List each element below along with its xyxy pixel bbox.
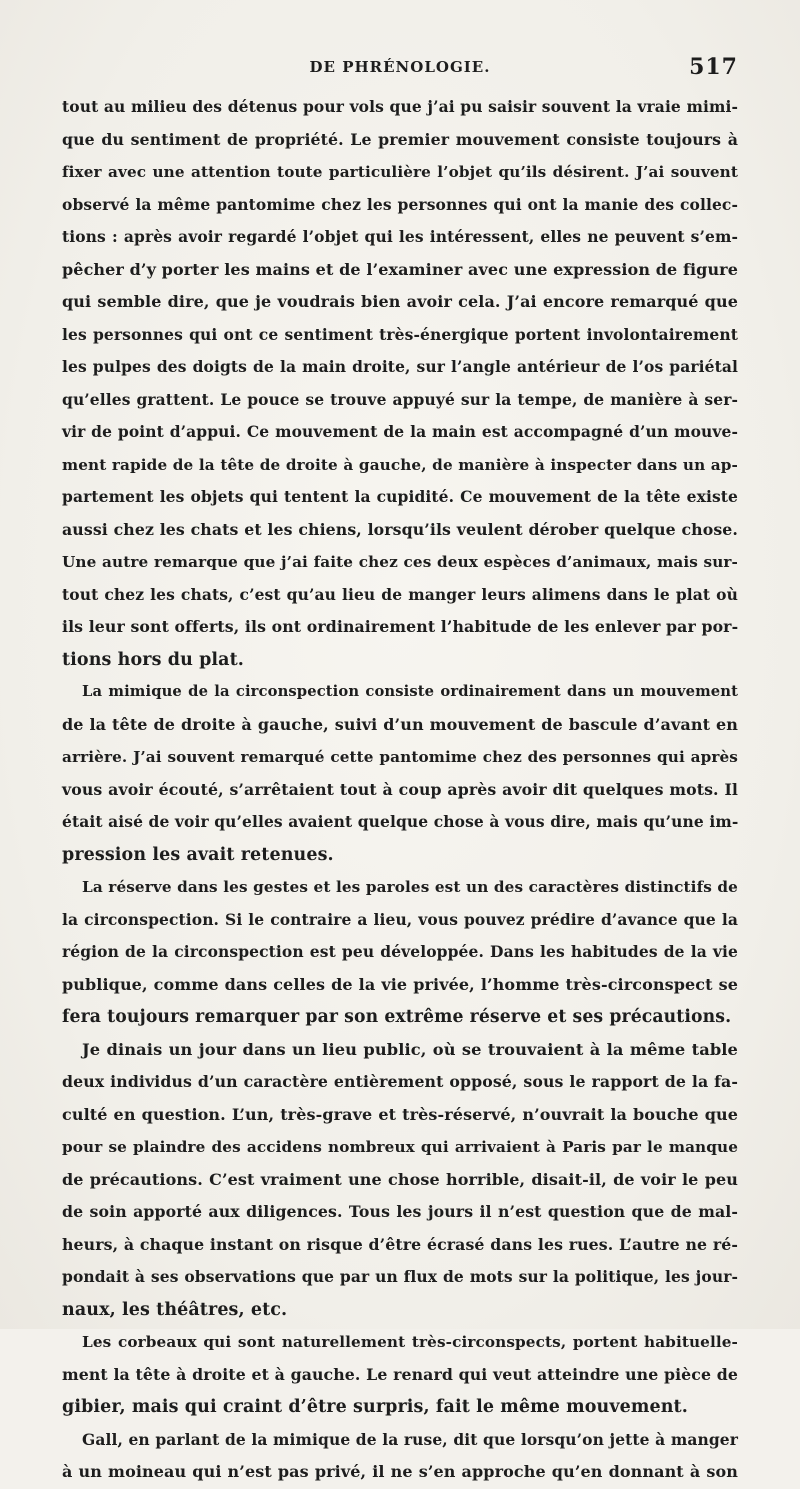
text-line: deux individus d’un caractère entièrement opposé, sous le rapport de la fa- [62,1072,738,1091]
text-line: de la tête de droite à gauche, suivi d’un mouvement de bascule d’avant en [62,714,738,734]
text-line: aussi chez les chats et les chiens, lorsqu’ils veulent dérober quelque chose. [62,519,738,539]
text-line: La réserve dans les gestes et les paroles est un des caractères distinctifs de [82,878,738,896]
page-header [60,54,740,84]
text-line: Les corbeaux qui sont naturellement très-circonspects, portent habituelle- [82,1333,738,1351]
text-line: Une autre remarque que j’ai faite chez ces deux espèces d’animaux, mais sur- [62,553,738,571]
text-line: tout au milieu des détenus pour vols que j’ai pu saisir souvent la vraie mimi- [62,97,738,116]
text-line: naux, les théâtres, etc. [62,1299,288,1320]
text-line: pondait à ses observations que par un flux de mots sur la politique, les jour- [62,1267,738,1286]
body-text [62,91,738,1489]
text-line: de soin apporté aux diligences. Tous les jours il n’est question que de mal- [62,1202,738,1221]
text-line: était aisé de voir qu’elles avaient quelque chose à vous dire, mais qu’une im- [62,812,739,831]
text-line: tions hors du plat. [62,649,244,670]
text-line: observé la même pantomime chez les personnes qui ont la manie des collec- [62,194,738,214]
text-line: les pulpes des doigts de la main droite, sur l’angle antérieur de l’os pariétal [62,357,738,376]
text-line: de précautions. C’est vraiment une chose horrible, disait-il, de voir le peu [62,1169,738,1189]
text-line: que du sentiment de propriété. Le premier mouvement consiste toujours à [62,129,738,149]
text-line: fixer avec une attention toute particulière l’objet qu’ils désirent. J’ai souvent [62,163,738,181]
text-line: ment rapide de la tête de droite à gauche, de manière à inspecter dans un ap- [62,455,738,474]
text-line: ment la tête à droite et à gauche. Le renard qui veut atteindre une pièce de [62,1364,738,1384]
text-line: Gall, en parlant de la mimique de la ruse, dit que lorsqu’on jette à manger [82,1429,738,1449]
text-line: tout chez les chats, c’est qu’au lieu de manger leurs alimens dans le plat où [62,584,738,604]
text-line: La mimique de la circonspection consiste ordinairement dans un mouvement [82,683,738,700]
text-line: tions : après avoir regardé l’objet qui les intéressent, elles ne peuvent s’em- [62,227,738,246]
text-line: heurs, à chaque instant on risque d’être écrasé dans les rues. L’autre ne ré- [62,1234,738,1254]
text-line: pêcher d’y porter les mains et de l’examiner avec une expression de figure [62,259,738,279]
text-line: vous avoir écouté, s’arrêtaient tout à coup après avoir dit quelques mots. Il [62,779,738,799]
text-line: fera toujours remarquer par son extrême réserve et ses précautions. [62,1007,732,1027]
running-head: DE PHRÉNOLOGIE. [309,58,491,76]
text-line: à un moineau qui n’est pas privé, il ne s’en approche qu’en donnant à son [62,1462,738,1481]
text-line: pour se plaindre des accidens nombreux qui arrivaient à Paris par le manque [62,1138,738,1156]
text-line: partement les objets qui tentent la cupidité. Ce mouvement de la tête existe [62,487,738,506]
text-line: pression les avait retenues. [62,844,334,865]
text-line: gibier, mais qui craint d’être surpris, fait le même mouvement. [62,1397,688,1417]
text-line: qui semble dire, que je voudrais bien avoir cela. J’ai encore remarqué que [62,292,738,311]
text-line: ils leur sont offerts, ils ont ordinairement l’habitude de les enlever par por- [62,617,739,636]
text-line: arrière. J’ai souvent remarqué cette pantomime chez des personnes qui après [62,748,738,766]
text-line: vir de point d’appui. Ce mouvement de la main est accompagné d’un mouve- [62,422,738,441]
page-number: 517 [689,54,738,80]
text-line: culté en question. L’un, très-grave et très-réservé, n’ouvrait la bouche que [62,1104,738,1124]
text-line: les personnes qui ont ce sentiment très-énergique portent involontairement [62,324,738,344]
text-line: Je dinais un jour dans un lieu public, où se trouvaient à la même table [82,1039,738,1059]
text-line: publique, comme dans celles de la vie privée, l’homme très-circonspect se [62,974,738,994]
text-line: région de la circonspection est peu développée. Dans les habitudes de la vie [62,942,738,961]
text-line: la circonspection. Si le contraire a lieu, vous pouvez prédire d’avance que la [62,909,738,929]
text-line: qu’elles grattent. Le pouce se trouve appuyé sur la tempe, de manière à ser- [62,389,738,409]
